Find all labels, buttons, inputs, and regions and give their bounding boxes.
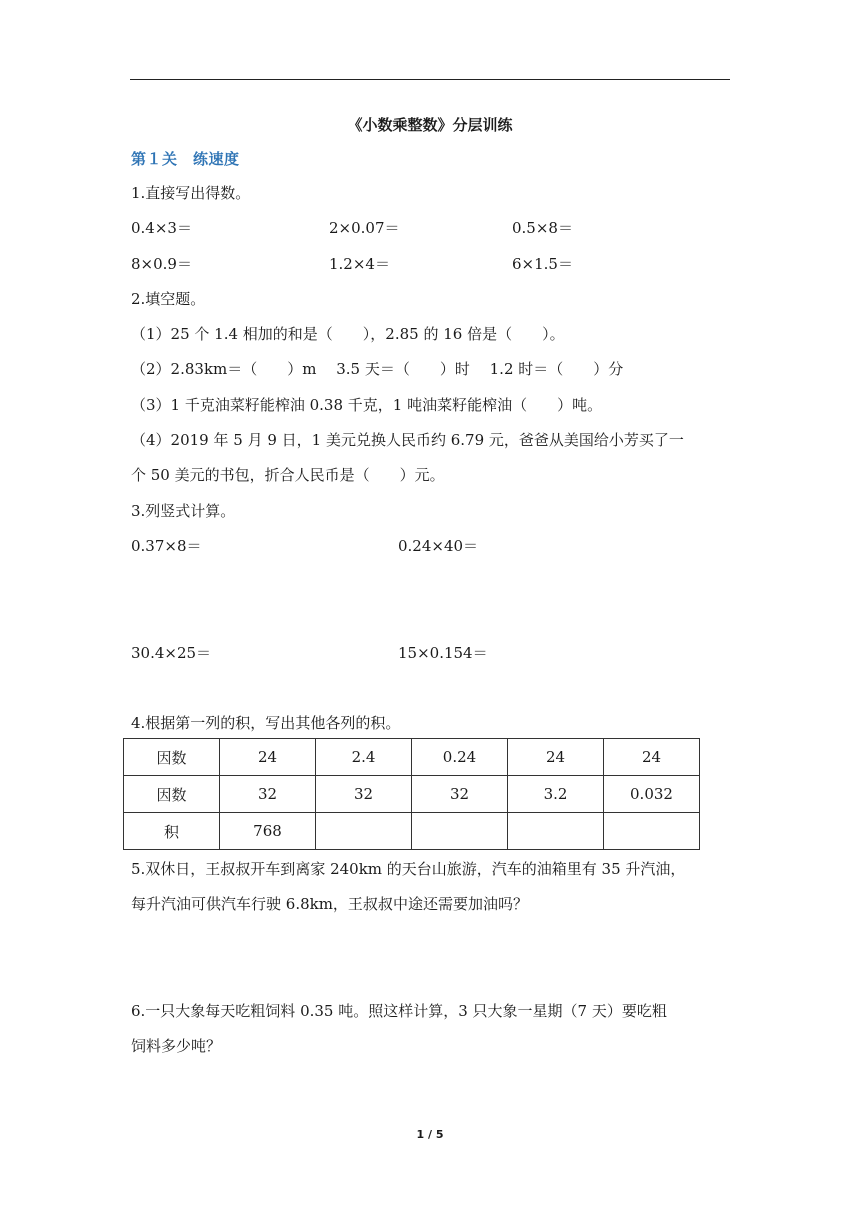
table-cell: 因数: [124, 739, 220, 776]
page-number: 1 / 5: [416, 1128, 444, 1141]
q5-line: 5.双休日，王叔叔开车到离家 240km 的天台山旅游，汽车的油箱里有 35 升汽油，: [131, 860, 686, 878]
table-row: [124, 776, 700, 813]
q2-item: （1）25 个 1.4 相加的和是（ ），2.85 的 16 倍是（ ）。: [131, 325, 565, 343]
q3-heading: 3.列竖式计算。: [131, 502, 236, 520]
q3-item: 0.24×40＝: [398, 537, 479, 555]
q1-item: 0.5×8＝: [512, 219, 573, 237]
table-row: [124, 813, 700, 850]
q2-heading: 2.填空题。: [131, 290, 206, 308]
table-cell: 积: [124, 813, 220, 850]
q2-item: （4）2019 年 5 月 9 日，1 美元兑换人民币约 6.79 元，爸爸从美国给小芳买了一: [131, 431, 684, 449]
q1-item: 8×0.9＝: [131, 255, 192, 273]
q1-heading: 1.直接写出得数。: [131, 184, 251, 202]
q2-item: （3）1 千克油菜籽能榨油 0.38 千克，1 吨油菜籽能榨油（ ）吨。: [131, 396, 603, 414]
q2-item: 个 50 美元的书包，折合人民币是（ ）元。: [131, 466, 445, 484]
q6-line: 饲料多少吨？: [131, 1037, 222, 1055]
table-cell: 32: [220, 776, 316, 813]
table-cell: 24: [508, 739, 604, 776]
table-cell: [508, 813, 604, 850]
table-cell: 2.4: [316, 739, 412, 776]
table-cell: 768: [220, 813, 316, 850]
table-cell: 32: [412, 776, 508, 813]
table-row: [124, 739, 700, 776]
table-cell: 因数: [124, 776, 220, 813]
table-cell: 32: [316, 776, 412, 813]
q2-item: （2）2.83km＝（ ）m 3.5 天＝（ ）时 1.2 时＝（ ）分: [131, 360, 624, 378]
q1-item: 1.2×4＝: [329, 255, 390, 273]
q3-item: 0.37×8＝: [131, 537, 202, 555]
document-title: 《小数乘整数》分层训练: [347, 116, 513, 134]
q1-item: 2×0.07＝: [329, 219, 400, 237]
table-cell: 0.032: [604, 776, 700, 813]
table-cell: [604, 813, 700, 850]
q1-item: 0.4×3＝: [131, 219, 192, 237]
table-cell: 24: [220, 739, 316, 776]
q6-line: 6.一只大象每天吃粗饲料 0.35 吨。照这样计算，3 只大象一星期（7 天）要吃粗: [131, 1002, 667, 1020]
header-rule: [130, 79, 730, 80]
product-table: [123, 738, 700, 850]
table-cell: [316, 813, 412, 850]
table-cell: 24: [604, 739, 700, 776]
table-cell: [412, 813, 508, 850]
q3-item: 30.4×25＝: [131, 644, 212, 662]
q5-line: 每升汽油可供汽车行驶 6.8km，王叔叔中途还需要加油吗？: [131, 895, 528, 913]
table-cell: 0.24: [412, 739, 508, 776]
q1-item: 6×1.5＝: [512, 255, 573, 273]
q4-heading: 4.根据第一列的积，写出其他各列的积。: [131, 714, 401, 732]
table-cell: 3.2: [508, 776, 604, 813]
section-heading: 第１关 练速度: [131, 150, 240, 168]
q3-item: 15×0.154＝: [398, 644, 488, 662]
